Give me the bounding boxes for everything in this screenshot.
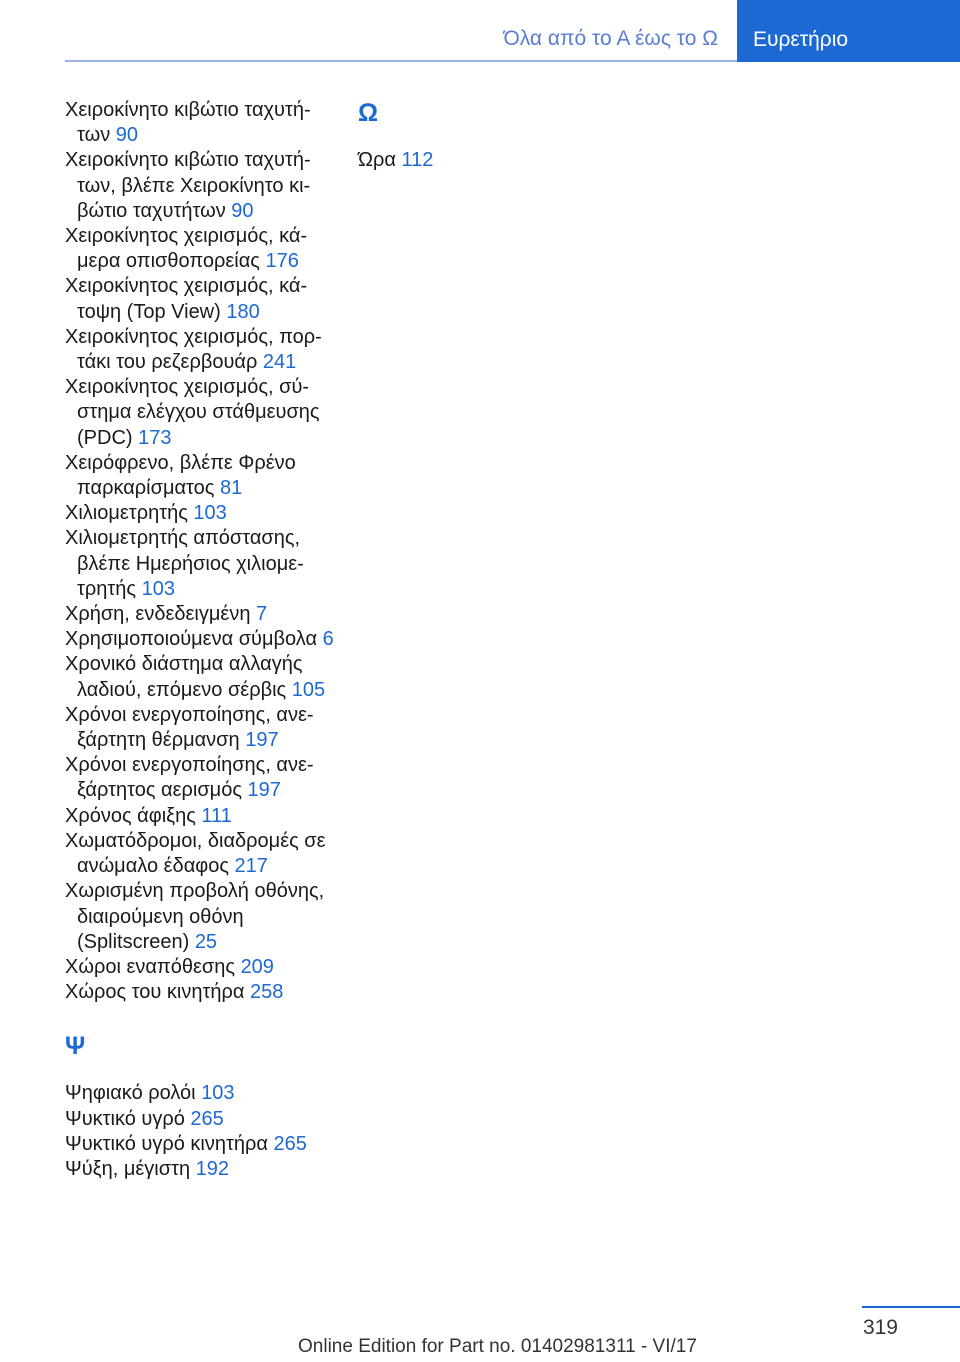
index-page-link[interactable]: 176 bbox=[265, 250, 299, 273]
index-entry-text: Χιλιομετρητής απόστασης, βλέπε Ημερήσιος χιλιομετρητής bbox=[65, 527, 304, 600]
index-entry bbox=[65, 703, 335, 753]
index-entry bbox=[65, 804, 335, 829]
index-entry bbox=[358, 148, 658, 173]
index-group-psi bbox=[65, 1081, 335, 1182]
index-group-chi bbox=[65, 98, 335, 1005]
footer-divider bbox=[862, 1306, 960, 1308]
index-page-link[interactable]: 105 bbox=[291, 678, 326, 701]
index-page-link[interactable]: 103 bbox=[193, 502, 227, 525]
index-page-link[interactable]: 192 bbox=[195, 1157, 230, 1180]
index-entry bbox=[65, 980, 335, 1005]
index-entry bbox=[65, 224, 335, 274]
index-page-link[interactable]: 7 bbox=[256, 603, 268, 626]
index-entry-text: Ώρα bbox=[358, 149, 402, 171]
index-page-link[interactable]: 197 bbox=[245, 729, 279, 752]
index-entry bbox=[65, 602, 335, 627]
tab-index[interactable]: Ευρετήριο bbox=[737, 0, 960, 62]
edition-note: Online Edition for Part no. 01402981311 - VI/17 bbox=[298, 1336, 697, 1357]
index-entry bbox=[65, 652, 335, 702]
index-entry-text: Χωρισμένη προβολή οθόνης, διαιρούμενη οθόνη (Splitscreen) bbox=[65, 880, 325, 953]
index-column-left bbox=[65, 98, 335, 1182]
header-divider bbox=[65, 60, 737, 62]
group-spacer bbox=[65, 1005, 335, 1031]
index-page-link[interactable]: 265 bbox=[190, 1107, 224, 1130]
index-column-right bbox=[358, 98, 658, 173]
index-page-link[interactable]: 6 bbox=[322, 628, 334, 651]
index-entry bbox=[65, 1107, 335, 1132]
index-entry-text: Χρόνοι ενεργοποίησης, ανεξάρτητη θέρμανση bbox=[65, 703, 314, 752]
index-page-link[interactable]: 265 bbox=[273, 1132, 307, 1155]
index-entry-text: Ψύξη, μέγιστη bbox=[65, 1157, 196, 1180]
index-entry bbox=[65, 627, 335, 652]
index-entry bbox=[65, 829, 335, 879]
index-page-link[interactable]: 90 bbox=[115, 124, 139, 147]
index-entry-text: Χρόνοι ενεργοποίησης, ανεξάρτητος αερισμός bbox=[65, 754, 314, 802]
index-entry bbox=[65, 501, 335, 526]
index-entry-text: Ψυκτικό υγρό bbox=[65, 1107, 191, 1130]
index-page-link[interactable]: 173 bbox=[138, 426, 172, 449]
index-entry-text: Χώρος του κινητήρα bbox=[65, 981, 250, 1004]
index-entry-text: Χειροκίνητος χειρισμός, κάτοψη (Top View) bbox=[65, 275, 308, 323]
index-entry-text: Χειροκίνητος χειρισμός, σύστημα ελέγχου στάθμευσης (PDC) bbox=[65, 376, 320, 449]
index-page-link[interactable]: 103 bbox=[201, 1082, 235, 1105]
index-page-link[interactable]: 197 bbox=[247, 779, 281, 802]
index-entry bbox=[65, 1081, 335, 1106]
index-entry-text: Χωματόδρομοι, διαδρομές σε ανώμαλο έδαφος bbox=[65, 829, 326, 878]
index-page-link[interactable]: 25 bbox=[194, 930, 218, 953]
index-entry-text: Χειροκίνητος χειρισμός, κάμερα οπισθοπορείας bbox=[65, 225, 308, 273]
index-page-link[interactable]: 111 bbox=[201, 804, 232, 827]
index-entry-text: Χώροι εναπόθεσης bbox=[65, 955, 241, 978]
index-page-link[interactable]: 103 bbox=[141, 577, 175, 600]
index-page-link[interactable]: 217 bbox=[234, 855, 268, 878]
index-entry-text: Χρονικό διάστημα αλλαγής λαδιού, επόμενο σέρβις bbox=[65, 653, 303, 701]
index-page-link[interactable]: 180 bbox=[226, 300, 260, 323]
index-page-link[interactable]: 209 bbox=[240, 955, 274, 978]
index-page-link[interactable]: 81 bbox=[219, 477, 243, 500]
index-entry bbox=[65, 375, 335, 451]
index-entry-text: Ψηφιακό ρολόι bbox=[65, 1082, 202, 1105]
breadcrumb[interactable]: Όλα από το Α έως το Ω bbox=[503, 27, 718, 50]
page-number: 319 bbox=[862, 1316, 898, 1339]
index-entry bbox=[65, 879, 335, 955]
index-entry-text: Χρησιμοποιούμενα σύμβολα bbox=[65, 628, 323, 651]
index-page-link[interactable]: 90 bbox=[231, 199, 254, 222]
index-entry bbox=[65, 1132, 335, 1157]
index-page-link[interactable]: 258 bbox=[249, 981, 284, 1004]
index-entry-text: Χειρόφρενο, βλέπε Φρένο παρκαρίσματος bbox=[65, 451, 296, 500]
index-entry bbox=[65, 753, 335, 803]
index-entry-text: Ψυκτικό υγρό κινητήρα bbox=[65, 1132, 274, 1155]
index-page-link[interactable]: 112 bbox=[401, 149, 434, 171]
index-group-omega bbox=[358, 148, 658, 173]
index-entry bbox=[65, 274, 335, 324]
index-entry-text: Χειροκίνητο κιβώτιο ταχυτήτων, βλέπε Χειροκίνητο κιβώτιο ταχυτήτων bbox=[65, 149, 311, 222]
index-page-link[interactable]: 241 bbox=[262, 351, 297, 374]
index-entry-text: Χρήση, ενδεδειγμένη bbox=[65, 603, 256, 626]
index-entry bbox=[65, 325, 335, 375]
index-entry bbox=[65, 451, 335, 501]
index-entry-text: Χειροκίνητος χειρισμός, πορτάκι του ρεζερβουάρ bbox=[65, 325, 322, 374]
index-entry-text: Χιλιομετρητής bbox=[65, 502, 194, 525]
index-entry bbox=[65, 526, 335, 602]
page-header bbox=[0, 0, 960, 62]
index-entry-text: Χειροκίνητο κιβώτιο ταχυτήτων bbox=[65, 99, 311, 147]
index-entry bbox=[65, 955, 335, 980]
index-letter-psi: Ψ bbox=[65, 1032, 86, 1061]
index-letter-omega: Ω bbox=[358, 99, 379, 127]
index-entry-text: Χρόνος άφιξης bbox=[65, 804, 202, 827]
index-entry bbox=[65, 98, 335, 148]
index-entry bbox=[65, 148, 335, 224]
index-entry bbox=[65, 1157, 335, 1182]
